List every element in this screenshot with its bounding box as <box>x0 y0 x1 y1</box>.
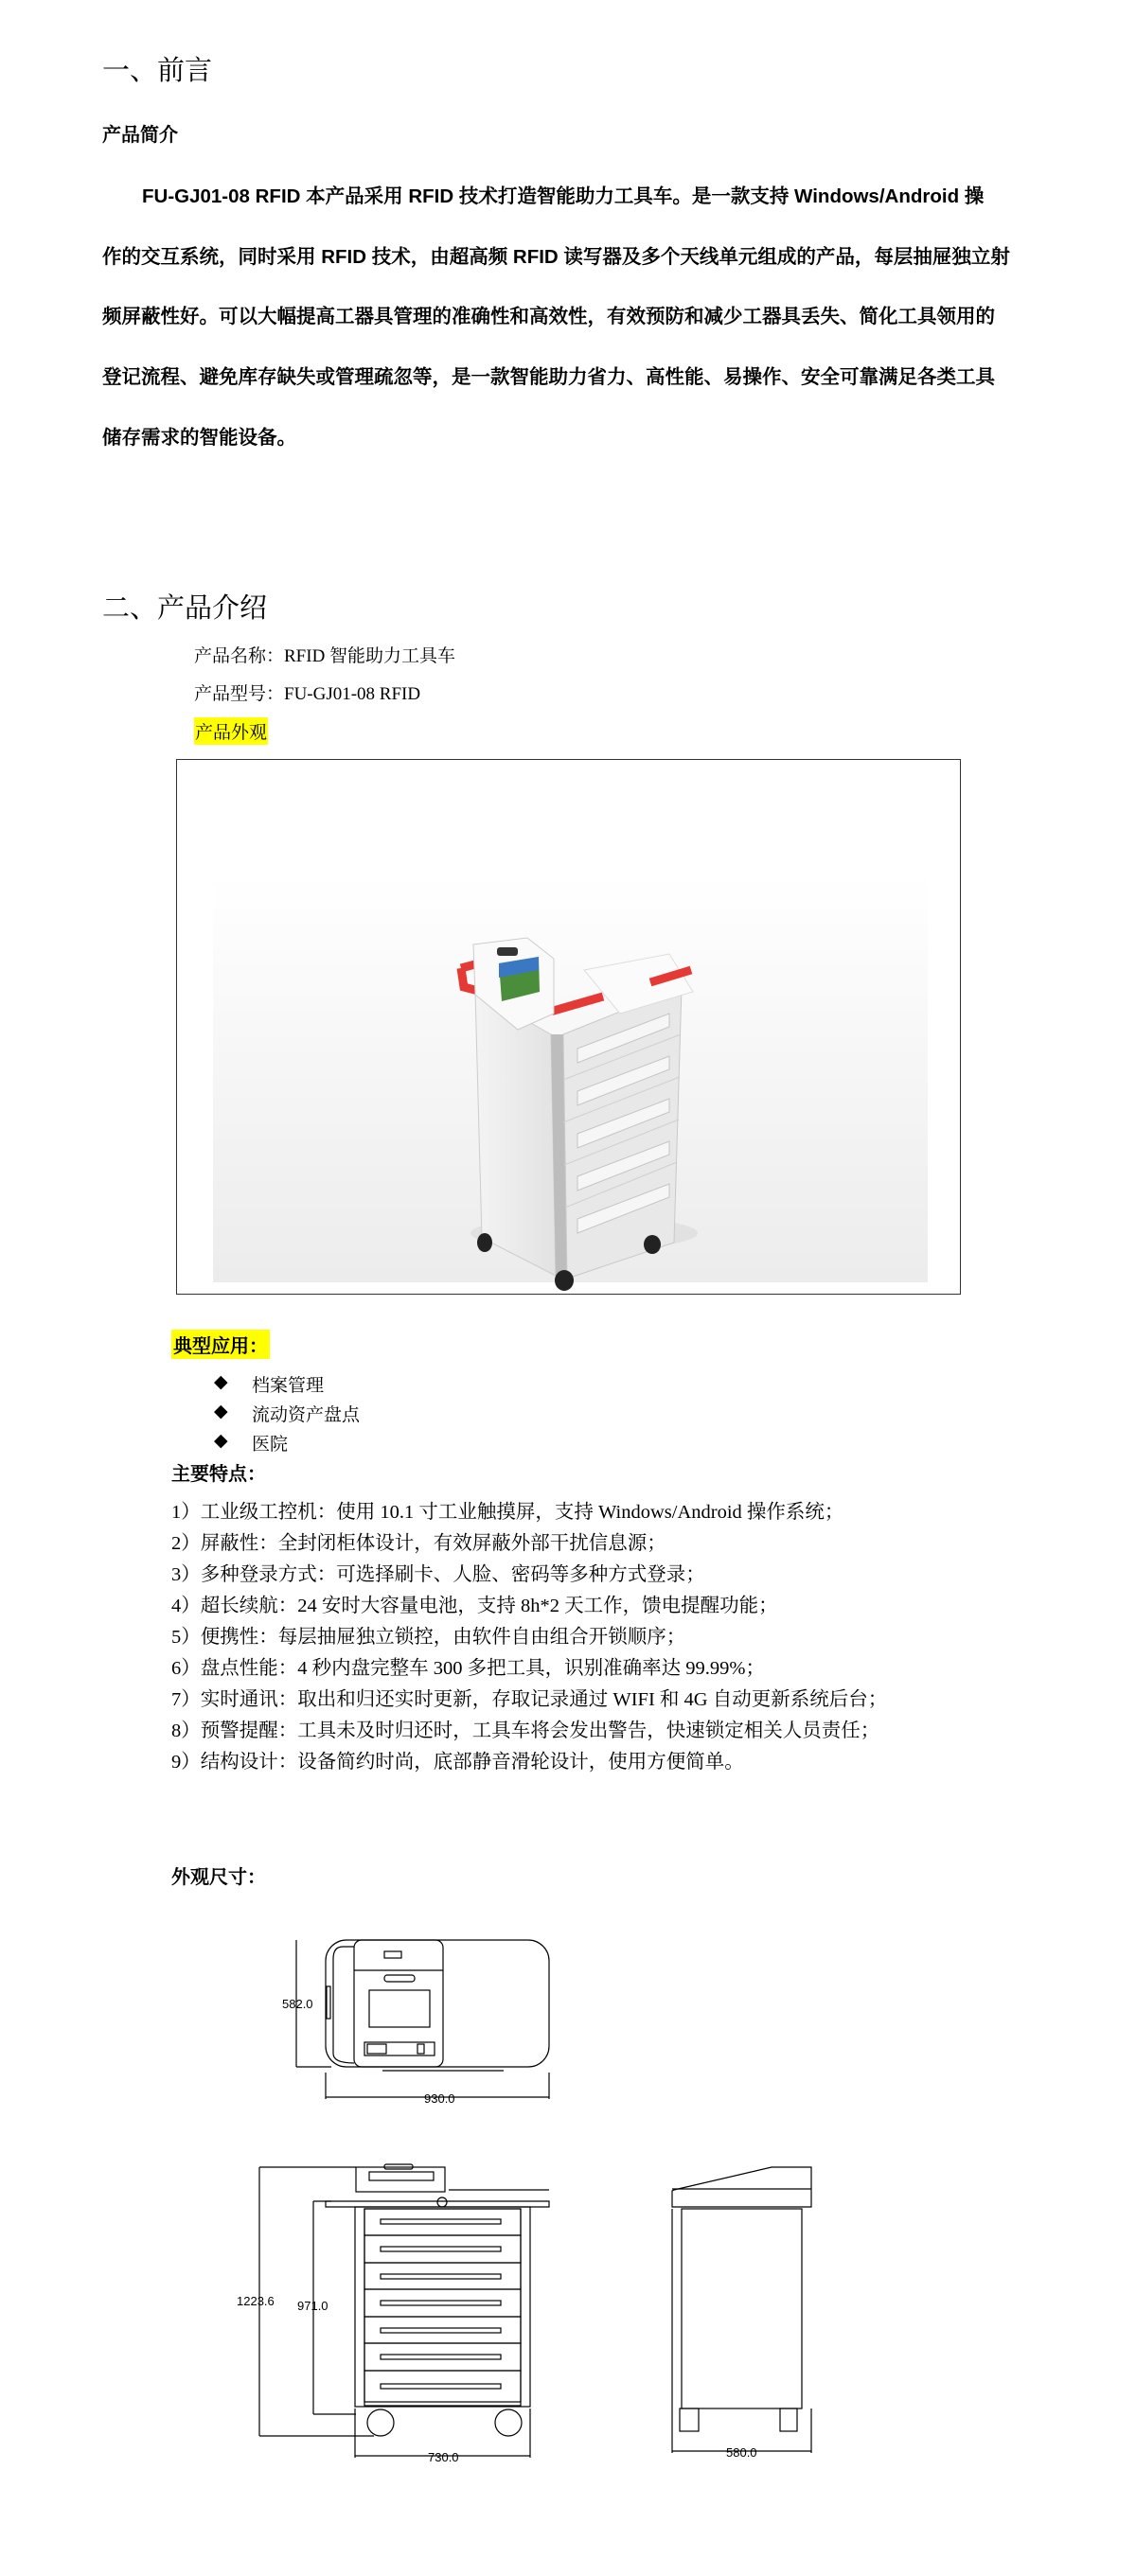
feature-item: 5）便携性：每层抽屉独立锁控，由软件自由组合开锁顺序； <box>171 1627 686 1648</box>
intro-paragraph-line: 登记流程、避免库存缺失或管理疏忽等，是一款智能助力省力、高性能、易操作、安全可靠满足各类工具 <box>102 366 995 388</box>
top-view-drawing <box>296 1940 549 2099</box>
application-item: 档案管理 <box>252 1376 325 1396</box>
dimension-drawings <box>0 1893 1136 2555</box>
product-name: 产品名称：RFID 智能助力工具车 <box>194 646 456 666</box>
features-label: 主要特点： <box>171 1464 266 1485</box>
dim-total-height: 1223.6 <box>237 2294 275 2308</box>
section-title-preface: 一、前言 <box>102 56 213 86</box>
feature-item: 3）多种登录方式：可选择刷卡、人脸、密码等多种方式登录； <box>171 1564 705 1585</box>
tool-cart-illustration <box>177 760 959 1293</box>
application-item: 医院 <box>252 1435 289 1455</box>
intro-paragraph-line: FU-GJ01-08 RFID 本产品采用 RFID 技术打造智能助力工具车。是一款支持 Windows/Android 操 <box>142 185 985 207</box>
side-view-drawing <box>672 2167 811 2453</box>
section-title-product: 二、产品介绍 <box>102 593 268 624</box>
intro-paragraph-line: 储存需求的智能设备。 <box>102 427 296 449</box>
feature-item: 4）超长续航：24 安时大容量电池，支持 8h*2 天工作，馈电提醒功能； <box>171 1596 778 1616</box>
diamond-bullet-icon: ◆ <box>214 1431 228 1451</box>
product-intro-heading: 产品简介 <box>102 125 178 146</box>
feature-item: 9）结构设计：设备简约时尚，底部静音滑轮设计，使用方便简单。 <box>171 1752 744 1773</box>
dim-body-height: 971.0 <box>297 2299 328 2313</box>
feature-item: 1）工业级工控机：使用 10.1 寸工业触摸屏，支持 Windows/Android 操作系统； <box>171 1502 844 1523</box>
dim-top-width: 930.0 <box>424 2091 455 2106</box>
feature-item: 7）实时通讯：取出和归还实时更新，存取记录通过 WIFI 和 4G 自动更新系统后台； <box>171 1689 888 1710</box>
feature-item: 6）盘点性能：4 秒内盘完整车 300 多把工具，识别准确率达 99.99%； <box>171 1658 765 1679</box>
product-photo <box>176 759 961 1295</box>
application-item: 流动资产盘点 <box>252 1405 361 1425</box>
diamond-bullet-icon: ◆ <box>214 1372 228 1392</box>
intro-paragraph-line: 频屏蔽性好。可以大幅提高工器具管理的准确性和高效性，有效预防和减少工器具丢失、简化工具领用的 <box>102 306 995 327</box>
dim-front-width: 730.0 <box>428 2450 459 2464</box>
diamond-bullet-icon: ◆ <box>214 1402 228 1421</box>
feature-item: 2）屏蔽性：全封闭柜体设计，有效屏蔽外部干扰信息源； <box>171 1533 666 1554</box>
dim-top-depth: 582.0 <box>282 1997 313 2011</box>
feature-item: 8）预警提醒：工具未及时归还时，工具车将会发出警告，快速锁定相关人员责任； <box>171 1720 880 1741</box>
dimensions-label: 外观尺寸： <box>171 1867 266 1888</box>
product-model: 产品型号：FU-GJ01-08 RFID <box>194 684 421 704</box>
intro-paragraph-line: 作的交互系统，同时采用 RFID 技术，由超高频 RFID 读写器及多个天线单元组成的产品，每层抽屉独立射 <box>102 246 1010 268</box>
appearance-label: 产品外观 <box>194 717 268 745</box>
dim-side-depth: 580.0 <box>726 2445 757 2460</box>
applications-label: 典型应用： <box>171 1330 270 1359</box>
features-list <box>171 1497 971 1778</box>
